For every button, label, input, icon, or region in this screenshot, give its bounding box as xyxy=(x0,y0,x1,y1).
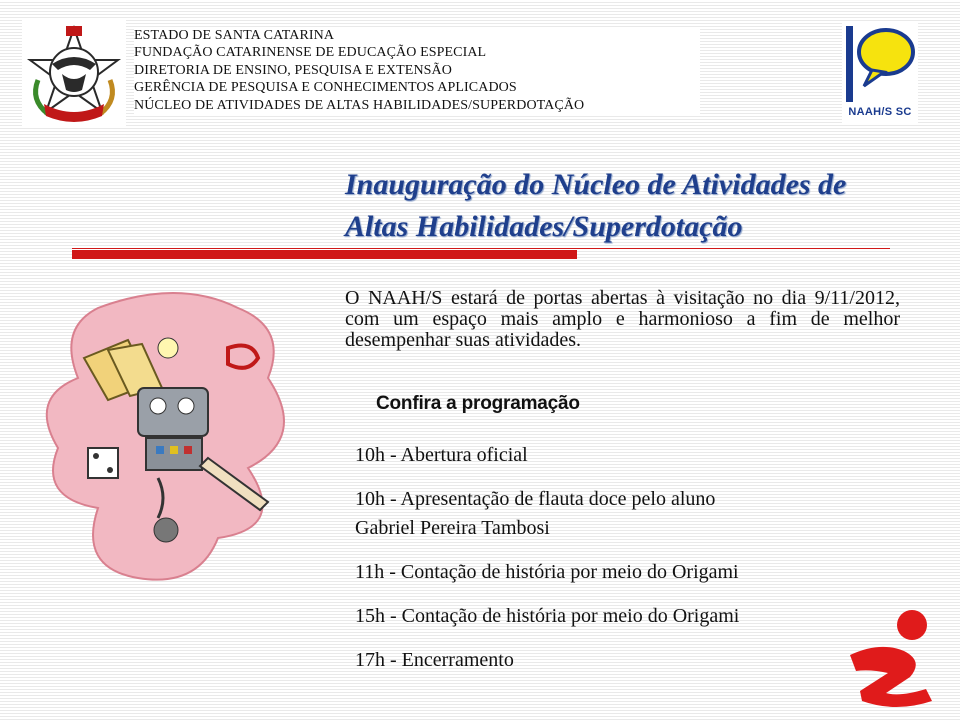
header-institution-lines xyxy=(134,27,700,114)
schedule-item xyxy=(355,602,875,631)
schedule-item-line: 15h - Contação de história por meio do Origami xyxy=(355,605,740,627)
schedule-item-line: 17h - Encerramento xyxy=(355,649,514,671)
intro-paragraph: O NAAH/S estará de portas abertas à visitação no dia 9/11/2012, com um espaço mais amplo e harmonioso a fim de melhor desempenhar suas atividades. xyxy=(345,287,900,351)
schedule-item-line: 10h - Apresentação de flauta doce pelo aluno xyxy=(355,488,716,510)
schedule-item-line: 11h - Contação de história por meio do Origami xyxy=(355,561,739,583)
running-figure-logo-icon xyxy=(840,605,945,710)
header-line: FUNDAÇÃO CATARINENSE DE EDUCAÇÃO ESPECIAL xyxy=(134,45,487,61)
robot-illustration-icon xyxy=(38,288,328,588)
header-line: ESTADO DE SANTA CATARINA xyxy=(134,28,335,43)
state-coat-of-arms-icon xyxy=(22,20,126,126)
schedule-item xyxy=(355,485,875,543)
schedule-item xyxy=(355,441,875,470)
title-divider-thin xyxy=(72,248,890,249)
header-line: GERÊNCIA DE PESQUISA E CONHECIMENTOS APLICADOS xyxy=(134,80,517,96)
title-line: Inauguração do Núcleo de Atividades de xyxy=(345,168,847,201)
schedule-item-line: 10h - Abertura oficial xyxy=(355,444,528,466)
schedule-item xyxy=(355,558,875,587)
naahs-logo xyxy=(842,22,918,124)
schedule-list xyxy=(355,441,875,690)
title-line: Altas Habilidades/Superdotação xyxy=(345,210,743,243)
speech-bubble-icon xyxy=(842,22,918,108)
schedule-item-line: Gabriel Pereira Tambosi xyxy=(355,517,550,539)
schedule-item xyxy=(355,646,875,675)
title-divider-thick xyxy=(72,250,577,259)
program-heading: Confira a programação xyxy=(376,393,580,414)
header-line: NÚCLEO DE ATIVIDADES DE ALTAS HABILIDADES/SUPERDOTAÇÃO xyxy=(134,97,585,113)
header-line: DIRETORIA DE ENSINO, PESQUISA E EXTENSÃO xyxy=(134,62,452,78)
page-title xyxy=(345,164,915,248)
logo-text: NAAH/S SC xyxy=(848,106,912,118)
